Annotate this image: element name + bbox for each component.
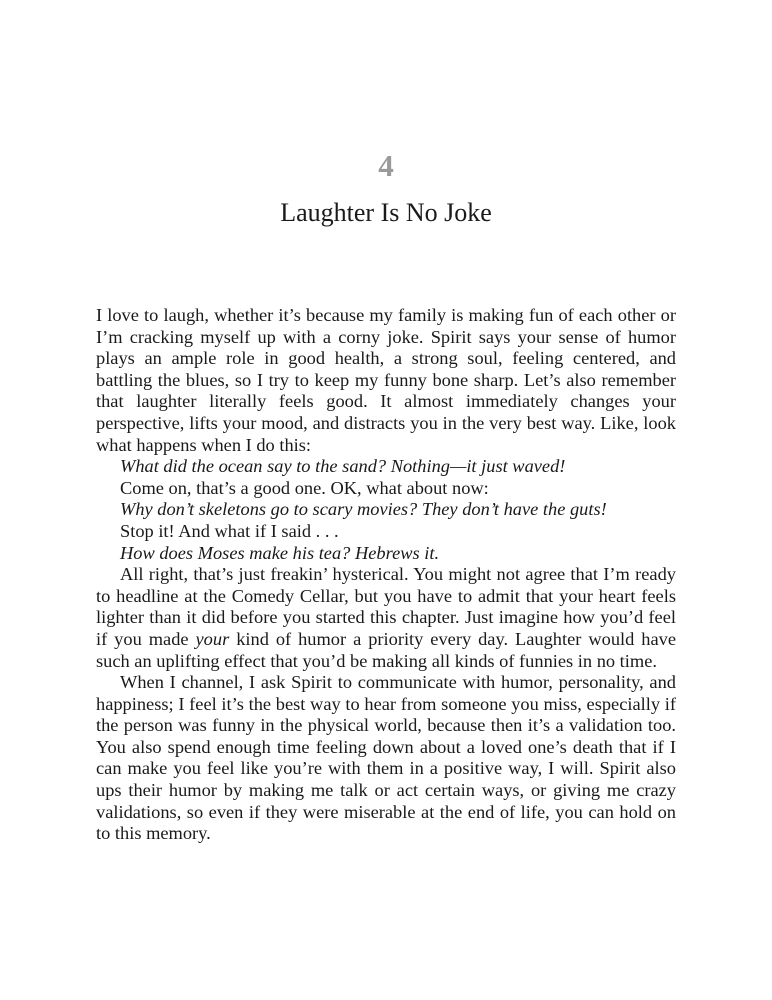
paragraph-channel: When I channel, I ask Spirit to communicate with humor, personality, and happiness; I feel it’s the best way to hear from someone you miss, especially if the person was funny in the physical world, because then it’s a validation too. You also spend enough time feeling down about a loved one’s death that if I can make you feel like you’re with them in a positive way, I will. Spirit also ups their humor by making me talk or act certain ways, or giving me crazy validations, so even if they were miserable at the end of life, you can hold on to this memory. bbox=[96, 672, 676, 844]
emphasis-your: your bbox=[195, 628, 230, 649]
paragraph-intro: I love to laugh, whether it’s because my family is making fun of each other or I’m cracking myself up with a corny joke. Spirit says your sense of humor plays an ample role in good health, a strong soul, feeling centered, and battling the blues, so I try to keep my funny bone sharp. Let’s also remember that laughter literally feels good. It almost immediately changes your perspective, lifts your mood, and distracts you in the very best way. Like, look what happens when I do this: bbox=[96, 305, 676, 455]
joke-skeletons-text: Why don’t skeletons go to scary movies? They don’t have the guts! bbox=[120, 499, 607, 520]
chapter-title: Laughter Is No Joke bbox=[280, 198, 492, 227]
joke-moses bbox=[96, 543, 676, 565]
joke-skeletons bbox=[96, 499, 676, 521]
paragraph-come-on: Come on, that’s a good one. OK, what about now: bbox=[120, 477, 489, 498]
joke-ocean-text: What did the ocean say to the sand? Nothing—it just waved! bbox=[120, 456, 566, 477]
joke-moses-text: How does Moses make his tea? Hebrews it. bbox=[120, 542, 440, 563]
chapter-number: 4 bbox=[378, 148, 394, 183]
paragraph-hysterical-end: kind of humor a priority every day. Laughter would have such an uplifting effect that you’d be making all kinds of funnies in no time. bbox=[96, 628, 676, 671]
paragraph-hysterical bbox=[96, 564, 676, 672]
paragraph-hysterical-start: All right, that’s just freakin’ hysterical. You might not agree that I’m ready to headline at the Comedy Cellar, but you have to admit that your heart feels lighter than it did before you started this chapter. Just imagine how you’d feel if you made bbox=[96, 564, 676, 649]
paragraph-stop-it: Stop it! And what if I said . . . bbox=[120, 520, 339, 541]
chapter-body bbox=[96, 305, 676, 845]
joke-ocean bbox=[96, 456, 676, 478]
